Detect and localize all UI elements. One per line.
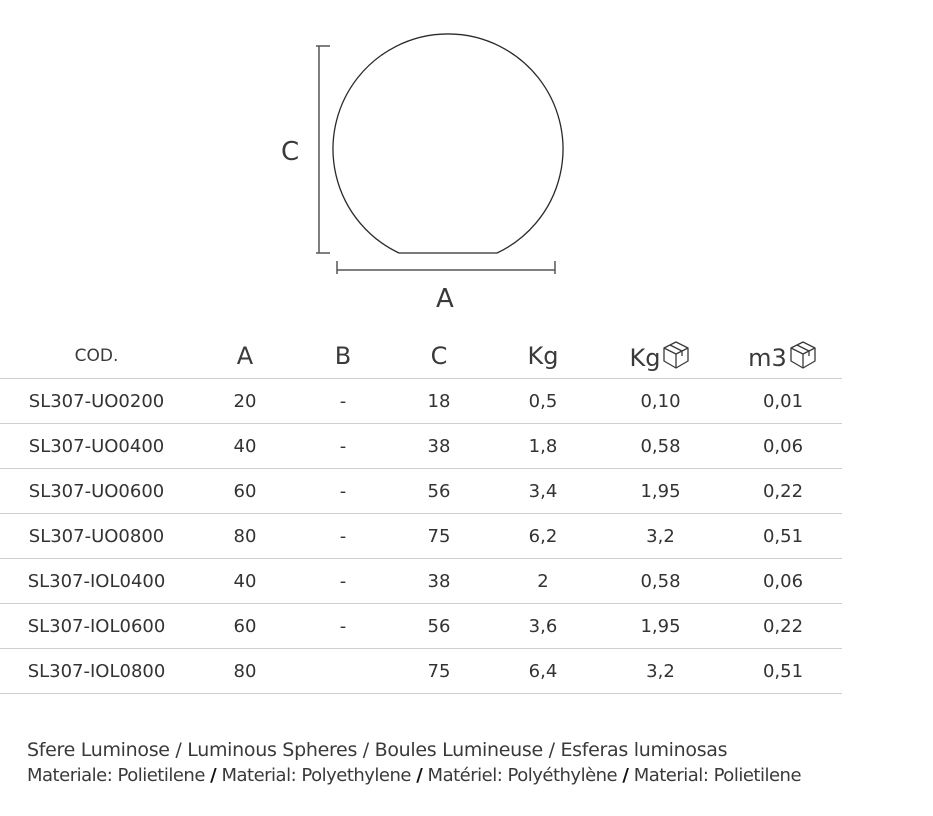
cell-c: 75 — [389, 514, 489, 559]
cell-kg-packed: 1,95 — [597, 469, 724, 514]
cell-code: SL307-UO0600 — [0, 469, 193, 514]
table-row — [0, 604, 842, 649]
cell-c: 38 — [389, 559, 489, 604]
cell-kg-packed: 0,58 — [597, 424, 724, 469]
cell-m3: 0,51 — [724, 514, 842, 559]
cell-code: SL307-IOL0600 — [0, 604, 193, 649]
cell-kg: 6,4 — [489, 649, 597, 694]
material-es: Material: Polietilene — [633, 765, 802, 786]
header-a: A — [193, 333, 297, 379]
sphere-outline — [333, 34, 563, 253]
cell-m3: 0,06 — [724, 424, 842, 469]
cell-kg: 3,4 — [489, 469, 597, 514]
cell-code: SL307-UO0200 — [0, 379, 193, 424]
height-dimension-line — [316, 46, 330, 253]
header-m3-packed-label: m3 — [748, 343, 787, 372]
cell-a: 40 — [193, 424, 297, 469]
cell-code: SL307-IOL0800 — [0, 649, 193, 694]
cell-c: 18 — [389, 379, 489, 424]
dimension-label-a: A — [436, 284, 454, 314]
separator: / — [210, 765, 217, 786]
header-kg: Kg — [489, 333, 597, 379]
table-header-row — [0, 333, 842, 379]
sphere-dimension-diagram — [0, 0, 933, 320]
cell-c: 56 — [389, 604, 489, 649]
cell-code: SL307-UO0400 — [0, 424, 193, 469]
cell-b: - — [297, 424, 389, 469]
cell-b: - — [297, 559, 389, 604]
header-kg-packed — [597, 333, 724, 379]
dimension-label-c: C — [281, 137, 300, 167]
table-row — [0, 424, 842, 469]
cell-m3: 0,51 — [724, 649, 842, 694]
header-m3-packed — [724, 333, 842, 379]
header-c: C — [389, 333, 489, 379]
cell-kg: 3,6 — [489, 604, 597, 649]
cell-m3: 0,01 — [724, 379, 842, 424]
cell-a: 60 — [193, 604, 297, 649]
cell-code: SL307-UO0800 — [0, 514, 193, 559]
header-code: COD. — [0, 333, 193, 379]
cell-kg: 2 — [489, 559, 597, 604]
cell-b: - — [297, 469, 389, 514]
width-dimension-line — [337, 261, 555, 274]
material-description — [27, 765, 801, 786]
cell-b: - — [297, 604, 389, 649]
cell-m3: 0,22 — [724, 469, 842, 514]
material-fr: Matériel: Polyéthylène — [427, 765, 618, 786]
package-box-icon — [661, 340, 691, 368]
table-row — [0, 649, 842, 694]
cell-kg-packed: 0,10 — [597, 379, 724, 424]
separator: / — [622, 765, 629, 786]
cell-kg-packed: 1,95 — [597, 604, 724, 649]
cell-b: - — [297, 514, 389, 559]
cell-b — [297, 649, 389, 694]
cell-kg-packed: 0,58 — [597, 559, 724, 604]
cell-kg: 1,8 — [489, 424, 597, 469]
package-box-icon — [788, 340, 818, 368]
header-b: B — [297, 333, 389, 379]
cell-c: 75 — [389, 649, 489, 694]
cell-kg: 6,2 — [489, 514, 597, 559]
cell-a: 80 — [193, 649, 297, 694]
separator: / — [416, 765, 423, 786]
cell-m3: 0,22 — [724, 604, 842, 649]
cell-code: SL307-IOL0400 — [0, 559, 193, 604]
cell-c: 38 — [389, 424, 489, 469]
cell-b: - — [297, 379, 389, 424]
cell-a: 80 — [193, 514, 297, 559]
specification-table — [0, 333, 842, 694]
cell-a: 40 — [193, 559, 297, 604]
cell-c: 56 — [389, 469, 489, 514]
cell-kg: 0,5 — [489, 379, 597, 424]
table-row — [0, 469, 842, 514]
table-row — [0, 379, 842, 424]
product-description: Sfere Luminose / Luminous Spheres / Boules Lumineuse / Esferas luminosas — [27, 739, 728, 761]
cell-a: 20 — [193, 379, 297, 424]
header-kg-packed-label: Kg — [629, 343, 661, 372]
material-it: Materiale: Polietilene — [27, 765, 205, 786]
cell-kg-packed: 3,2 — [597, 514, 724, 559]
table-row — [0, 559, 842, 604]
cell-kg-packed: 3,2 — [597, 649, 724, 694]
table-row — [0, 514, 842, 559]
cell-a: 60 — [193, 469, 297, 514]
material-en: Material: Polyethylene — [221, 765, 411, 786]
cell-m3: 0,06 — [724, 559, 842, 604]
